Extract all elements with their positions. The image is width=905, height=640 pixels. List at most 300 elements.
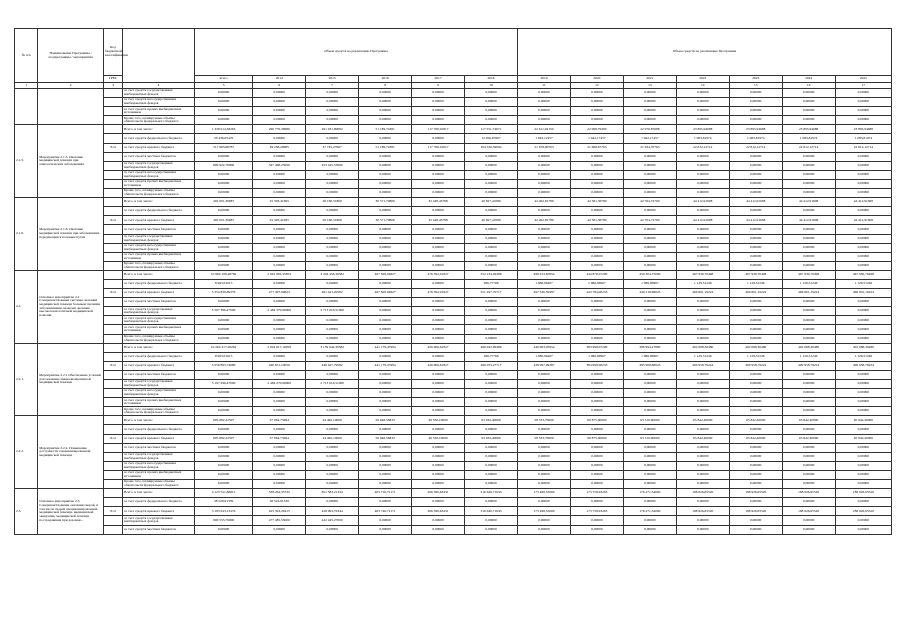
amount-cell: 466 801,19224 bbox=[835, 289, 891, 298]
amount-cell: 20 436,05476 bbox=[195, 134, 253, 143]
amount-cell: 0,00000 bbox=[253, 480, 306, 489]
funding-source: за счет средств краевого бюджета bbox=[123, 143, 195, 152]
amount-cell: 117 706,91817 bbox=[412, 143, 465, 152]
amount-cell: 0,00000 bbox=[570, 179, 623, 188]
measure-name: Мероприятие 2.2.1 Обеспечение условий для оказания специализированной медицинской помощи bbox=[38, 343, 104, 416]
amount-cell: 0,00000 bbox=[729, 389, 782, 398]
amount-cell: 0,00000 bbox=[359, 234, 412, 243]
amount-cell: 0,00000 bbox=[835, 298, 891, 307]
measure-name bbox=[38, 89, 104, 125]
amount-cell: 23 895,94688 bbox=[676, 125, 729, 134]
amount-cell: 497 828,04827 bbox=[359, 289, 412, 298]
amount-cell: 1 083,81974 bbox=[782, 134, 835, 143]
amount-cell: 173 498,55000 bbox=[518, 489, 571, 498]
amount-cell: 0,00000 bbox=[464, 116, 517, 125]
amount-cell: 0,00000 bbox=[835, 398, 891, 407]
amount-cell: 2 713 016,51000 bbox=[306, 380, 359, 389]
amount-cell: 0,00000 bbox=[464, 107, 517, 116]
amount-cell: 0,00000 bbox=[729, 334, 782, 343]
amount-cell: 0,00000 bbox=[729, 225, 782, 234]
amount-cell: 0,00000 bbox=[412, 389, 465, 398]
amount-cell: 63 032,40000 bbox=[464, 434, 517, 443]
amount-cell: 0,00000 bbox=[195, 189, 253, 198]
amount-cell: 0,00000 bbox=[623, 407, 676, 416]
amount-cell: 0,00000 bbox=[729, 380, 782, 389]
amount-cell: 44 412,91608 bbox=[729, 216, 782, 225]
amount-cell: 0,00000 bbox=[835, 425, 891, 434]
amount-cell: 0,00000 bbox=[676, 407, 729, 416]
funding-source: за счет средств государственных внебюджетных фондов bbox=[123, 452, 195, 461]
amount-cell: 0,00000 bbox=[464, 470, 517, 479]
amount-cell: 0,00000 bbox=[623, 398, 676, 407]
amount-cell: 176 271,34000 bbox=[623, 507, 676, 516]
funding-source: за счет средств местных бюджетов bbox=[123, 152, 195, 161]
funding-source: Кроме того, планируемые объемы обязательств федерального бюджета bbox=[123, 334, 195, 343]
amount-cell: 0,00000 bbox=[570, 389, 623, 398]
funding-source: за счет средств местных бюджетов bbox=[123, 525, 195, 534]
amount-cell: 1 042,12457 bbox=[518, 134, 571, 143]
row-number bbox=[15, 89, 38, 125]
amount-cell: 0,00000 bbox=[253, 525, 306, 534]
amount-cell: 0,00000 bbox=[253, 316, 306, 325]
amount-cell: 32 448,43788 bbox=[412, 216, 465, 225]
amount-cell: 0,00000 bbox=[729, 498, 782, 507]
amount-cell: 0,00000 bbox=[359, 161, 412, 170]
amount-cell: 0,00000 bbox=[729, 89, 782, 98]
amount-cell: 0,00000 bbox=[306, 152, 359, 161]
amount-cell: 0,00000 bbox=[412, 107, 465, 116]
amount-cell: 0,00000 bbox=[359, 107, 412, 116]
amount-cell: 0,00000 bbox=[253, 470, 306, 479]
amount-cell: 0,00000 bbox=[464, 480, 517, 489]
amount-cell: 0,00000 bbox=[518, 189, 571, 198]
amount-cell: 0,00000 bbox=[464, 243, 517, 252]
amount-cell: 0,00000 bbox=[676, 261, 729, 270]
amount-cell: 0,00000 bbox=[306, 234, 359, 243]
amount-cell: 0,00000 bbox=[570, 380, 623, 389]
amount-cell: 173 498,55000 bbox=[518, 507, 571, 516]
amount-cell: 0,00000 bbox=[359, 389, 412, 398]
amount-cell: 440 651,10059 bbox=[253, 361, 306, 370]
amount-cell: 0,00000 bbox=[464, 516, 517, 525]
amount-cell: 38 520,91339 bbox=[195, 498, 253, 507]
amount-cell: 0,00000 bbox=[306, 407, 359, 416]
amount-cell: 63 310,00000 bbox=[623, 434, 676, 443]
amount-cell: 386 994,27800 bbox=[623, 343, 676, 352]
amount-cell: 0,00000 bbox=[782, 261, 835, 270]
amount-cell: 0,00000 bbox=[729, 152, 782, 161]
amount-cell: 176 271,34000 bbox=[623, 489, 676, 498]
amount-cell: 0,00000 bbox=[412, 316, 465, 325]
table-row bbox=[15, 252, 892, 261]
amount-cell: 0,00000 bbox=[359, 352, 412, 361]
amount-cell: 0,00000 bbox=[623, 152, 676, 161]
amount-cell: 0,00000 bbox=[412, 352, 465, 361]
amount-cell: 0,00000 bbox=[570, 189, 623, 198]
row-number: 2.2.2. bbox=[15, 416, 38, 489]
year-header: 2017 bbox=[412, 76, 465, 83]
amount-cell: 0,00000 bbox=[253, 452, 306, 461]
amount-cell: 0,00000 bbox=[412, 234, 465, 243]
amount-cell: 0,00000 bbox=[306, 225, 359, 234]
amount-cell: 0,00000 bbox=[782, 370, 835, 379]
kbk-cell bbox=[103, 470, 122, 479]
amount-cell: 0,00000 bbox=[464, 261, 517, 270]
amount-cell: 0,00000 bbox=[464, 170, 517, 179]
year-header: 2025 bbox=[835, 76, 891, 83]
amount-cell: 188 926,65520 bbox=[782, 489, 835, 498]
amount-cell: 0,00000 bbox=[570, 452, 623, 461]
table-row bbox=[15, 216, 892, 225]
kbk-cell bbox=[103, 207, 122, 216]
kbk-cell bbox=[103, 107, 122, 116]
amount-cell: 426 606,61827 bbox=[412, 361, 465, 370]
amount-cell: 385 908,68023 bbox=[623, 361, 676, 370]
amount-cell: 0,00000 bbox=[729, 325, 782, 334]
amount-cell: 449 218,68023 bbox=[623, 289, 676, 298]
amount-cell: 0,00000 bbox=[195, 334, 253, 343]
amount-cell: 467 930,70498 bbox=[729, 270, 782, 279]
amount-cell: 0,00000 bbox=[306, 134, 359, 143]
amount-cell: 1 086,06467 bbox=[518, 352, 571, 361]
kbk-cell: 814 bbox=[103, 361, 122, 370]
amount-cell: 0,00000 bbox=[464, 234, 517, 243]
amount-cell: 0,00000 bbox=[729, 525, 782, 534]
amount-cell: 0,00000 bbox=[835, 443, 891, 452]
amount-cell: 403 746,72171 bbox=[359, 507, 412, 516]
amount-cell: 0,00000 bbox=[782, 243, 835, 252]
table-row bbox=[15, 316, 892, 325]
amount-cell: 5 059 893,74680 bbox=[195, 361, 253, 370]
amount-cell: 0,00000 bbox=[570, 89, 623, 98]
amount-cell: 0,00000 bbox=[518, 107, 571, 116]
amount-cell: 0,00000 bbox=[518, 116, 571, 125]
amount-cell: 42 462,81780 bbox=[518, 198, 571, 207]
amount-cell: 0,00000 bbox=[623, 98, 676, 107]
amount-cell: 0,00000 bbox=[782, 389, 835, 398]
table-row bbox=[15, 107, 892, 116]
amount-cell: 188 926,65520 bbox=[676, 507, 729, 516]
amount-cell: 0,00000 bbox=[570, 443, 623, 452]
amount-cell: 402 088,30480 bbox=[729, 343, 782, 352]
funding-source: Кроме того, планируемые объемы обязательств федерального бюджета bbox=[123, 407, 195, 416]
amount-cell: 0,00000 bbox=[835, 325, 891, 334]
amount-cell: 0,00000 bbox=[835, 189, 891, 198]
amount-cell: 477 397,99823 bbox=[253, 289, 306, 298]
amount-cell: 0,00000 bbox=[464, 152, 517, 161]
amount-cell: 0,00000 bbox=[676, 107, 729, 116]
amount-cell: 0,00000 bbox=[464, 461, 517, 470]
amount-cell: 0,00000 bbox=[518, 89, 571, 98]
funding-source: за счет средств прочих внебюджетных источников bbox=[123, 179, 195, 188]
column-index: 9 bbox=[412, 83, 465, 89]
amount-cell: 0,00000 bbox=[253, 298, 306, 307]
funding-source: за счет средств негосударственных внебюджетных фондов bbox=[123, 243, 195, 252]
amount-cell: 0,00000 bbox=[623, 252, 676, 261]
amount-cell: 467 930,70498 bbox=[782, 270, 835, 279]
amount-cell: 117 706,91817 bbox=[412, 125, 465, 134]
amount-cell: 0,00000 bbox=[570, 461, 623, 470]
amount-cell: 422 445,27000 bbox=[306, 516, 359, 525]
amount-cell: 497 828,04827 bbox=[359, 270, 412, 279]
table-row bbox=[15, 507, 892, 516]
amount-cell: 188 926,65520 bbox=[782, 507, 835, 516]
amount-cell: 0,00000 bbox=[676, 307, 729, 316]
amount-cell: 0,00000 bbox=[676, 207, 729, 216]
amount-cell: 0,00000 bbox=[518, 334, 571, 343]
amount-cell: 0,00000 bbox=[412, 279, 465, 288]
funding-source: за счет средств прочих внебюджетных источников bbox=[123, 252, 195, 261]
table-row bbox=[15, 416, 892, 425]
amount-cell: 0,00000 bbox=[623, 425, 676, 434]
amount-cell: 23 895,94688 bbox=[782, 125, 835, 134]
funding-source: за счет средств прочих внебюджетных источников bbox=[123, 107, 195, 116]
column-index: 2 bbox=[38, 83, 104, 89]
amount-cell: 466 801,19224 bbox=[729, 289, 782, 298]
amount-cell: 0,00000 bbox=[253, 425, 306, 434]
amount-cell: 0,00000 bbox=[464, 307, 517, 316]
amount-cell: 0,00000 bbox=[412, 225, 465, 234]
amount-cell: 0,00000 bbox=[782, 116, 835, 125]
amount-cell: 0,00000 bbox=[518, 470, 571, 479]
amount-cell: 0,00000 bbox=[782, 89, 835, 98]
amount-cell: 0,00000 bbox=[782, 179, 835, 188]
amount-cell: 0,00000 bbox=[306, 325, 359, 334]
amount-cell: 0,00000 bbox=[464, 316, 517, 325]
amount-cell: 22 812,12714 bbox=[782, 143, 835, 152]
amount-cell: 0,00000 bbox=[570, 107, 623, 116]
kbk-cell bbox=[103, 443, 122, 452]
amount-cell: 0,00000 bbox=[676, 316, 729, 325]
amount-cell: 58 533,70000 bbox=[518, 434, 571, 443]
amount-cell: 1 129,51246 bbox=[729, 279, 782, 288]
amount-cell: 0,00000 bbox=[195, 398, 253, 407]
amount-cell: 0,00000 bbox=[729, 516, 782, 525]
amount-cell: 0,00000 bbox=[359, 243, 412, 252]
amount-cell: 44 412,91608 bbox=[676, 216, 729, 225]
table-row bbox=[15, 89, 892, 98]
amount-cell: 0,00000 bbox=[195, 225, 253, 234]
kbk-cell bbox=[103, 270, 122, 279]
amount-cell: 0,00000 bbox=[195, 116, 253, 125]
amount-cell: 0,00000 bbox=[412, 525, 465, 534]
amount-cell: 0,00000 bbox=[412, 116, 465, 125]
amount-cell: 0,00000 bbox=[782, 307, 835, 316]
amount-cell: 1 042,17457 bbox=[623, 134, 676, 143]
amount-cell: 22 812,12714 bbox=[729, 143, 782, 152]
amount-cell: 0,00000 bbox=[570, 325, 623, 334]
amount-cell: 0,00000 bbox=[782, 380, 835, 389]
amount-cell: 0,00000 bbox=[359, 370, 412, 379]
amount-cell: 0,00000 bbox=[782, 452, 835, 461]
amount-cell: 0,00000 bbox=[412, 252, 465, 261]
amount-cell: 44 412,91608 bbox=[676, 198, 729, 207]
amount-cell: 2 713 016,51000 bbox=[306, 307, 359, 316]
amount-cell: 0,00000 bbox=[782, 334, 835, 343]
col-source-header bbox=[123, 29, 195, 83]
amount-cell: 0,00000 bbox=[359, 452, 412, 461]
amount-cell: 428 093,70344 bbox=[306, 507, 359, 516]
amount-cell: 0,00000 bbox=[676, 179, 729, 188]
column-index: 13 bbox=[623, 83, 676, 89]
amount-cell: 0,00000 bbox=[359, 498, 412, 507]
amount-cell: 0,00000 bbox=[729, 98, 782, 107]
amount-cell: 0,00000 bbox=[835, 261, 891, 270]
amount-cell: 0,00000 bbox=[359, 398, 412, 407]
amount-cell: 491 931,80082 bbox=[306, 125, 359, 134]
amount-cell: 0,00000 bbox=[623, 325, 676, 334]
amount-cell: 44 412,91608 bbox=[835, 198, 891, 207]
amount-cell: 0,00000 bbox=[518, 316, 571, 325]
year-header: 2016 bbox=[359, 76, 412, 83]
funding-source: Кроме того, планируемые объемы обязательств федерального бюджета bbox=[123, 480, 195, 489]
amount-cell: 0,00000 bbox=[570, 234, 623, 243]
year-header: 2024 bbox=[782, 76, 835, 83]
year-header: 2019 bbox=[518, 76, 571, 83]
amount-cell: 0,00000 bbox=[195, 525, 253, 534]
amount-cell: 0,00000 bbox=[195, 234, 253, 243]
funding-source: за счет средств прочих внебюджетных источников bbox=[123, 398, 195, 407]
amount-cell: 286,77768 bbox=[464, 279, 517, 288]
table-row bbox=[15, 225, 892, 234]
measure-name: Мероприятие 2.2.2. Повышение доступности специализированной медицинской помощи bbox=[38, 416, 104, 489]
amount-cell: 22 812,12714 bbox=[835, 143, 891, 152]
amount-cell: 0,00000 bbox=[518, 443, 571, 452]
amount-cell: 476 392,91827 bbox=[412, 289, 465, 298]
kbk-cell: 814 bbox=[103, 434, 122, 443]
amount-cell: 0,00000 bbox=[676, 161, 729, 170]
amount-cell: 0,00000 bbox=[623, 89, 676, 98]
amount-cell: 0,00000 bbox=[253, 107, 306, 116]
table-body bbox=[15, 89, 892, 535]
column-index: 1 bbox=[15, 83, 38, 89]
amount-cell: 0,00000 bbox=[464, 389, 517, 398]
amount-cell: 0,00000 bbox=[623, 189, 676, 198]
table-row bbox=[15, 198, 892, 207]
amount-cell: 0,00000 bbox=[570, 498, 623, 507]
amount-cell: 1 129,51246 bbox=[729, 352, 782, 361]
amount-cell: 0,00000 bbox=[518, 225, 571, 234]
amount-cell: 0,00000 bbox=[359, 134, 412, 143]
amount-cell: 0,00000 bbox=[676, 116, 729, 125]
kbk-cell bbox=[103, 125, 122, 134]
kbk-cell bbox=[103, 179, 122, 188]
kbk-cell bbox=[103, 152, 122, 161]
amount-cell: 65 842,40000 bbox=[835, 434, 891, 443]
funding-source: за счет средств государственных внебюджетных фондов bbox=[123, 234, 195, 243]
amount-cell: 0,00000 bbox=[464, 334, 517, 343]
amount-cell: 188 926,65520 bbox=[835, 489, 891, 498]
amount-cell: 0,00000 bbox=[253, 134, 306, 143]
amount-cell: 0,00000 bbox=[464, 179, 517, 188]
amount-cell: 0,00000 bbox=[359, 261, 412, 270]
amount-cell: 0,00000 bbox=[518, 98, 571, 107]
amount-cell: 51 189,74381 bbox=[359, 125, 412, 134]
amount-cell: 60 875,00000 bbox=[570, 416, 623, 425]
amount-cell: 441 179,47994 bbox=[359, 343, 412, 352]
amount-cell: 0,00000 bbox=[195, 325, 253, 334]
amount-cell: 40 827,41086 bbox=[464, 216, 517, 225]
amount-cell: 0,00000 bbox=[729, 243, 782, 252]
kbk-cell bbox=[103, 325, 122, 334]
amount-cell: 25 303,41695 bbox=[253, 198, 306, 207]
amount-cell: 0,00000 bbox=[518, 207, 571, 216]
funding-source: Кроме того, планируемые объемы обязательств федерального бюджета bbox=[123, 116, 195, 125]
amount-cell: 0,00000 bbox=[195, 179, 253, 188]
funding-source: за счет средств негосударственных внебюджетных фондов bbox=[123, 170, 195, 179]
amount-cell: 851 583,21344 bbox=[306, 489, 359, 498]
row-number: 2.3. bbox=[15, 489, 38, 534]
table-row bbox=[15, 161, 892, 170]
amount-cell: 28 160,51800 bbox=[306, 216, 359, 225]
amount-cell: 63 032,40000 bbox=[464, 416, 517, 425]
budget-table bbox=[14, 28, 892, 535]
amount-cell: 44 412,91608 bbox=[782, 198, 835, 207]
amount-cell: 65 842,40000 bbox=[729, 416, 782, 425]
amount-cell: 476 392,91827 bbox=[412, 270, 465, 279]
amount-cell: 0,00000 bbox=[359, 298, 412, 307]
amount-cell: 0,00000 bbox=[359, 170, 412, 179]
amount-cell: 0,00000 bbox=[359, 179, 412, 188]
amount-cell: 266 390,63431 bbox=[412, 507, 465, 516]
table-row bbox=[15, 325, 892, 334]
amount-cell: 0,00000 bbox=[464, 498, 517, 507]
amount-cell: 30 571,70800 bbox=[359, 216, 412, 225]
amount-cell: 1 339 014,58263 bbox=[195, 125, 253, 134]
amount-cell: 0,00000 bbox=[464, 161, 517, 170]
column-index: 8 bbox=[359, 83, 412, 89]
amount-cell: 1 129,51246 bbox=[782, 279, 835, 288]
amount-cell: 0,00000 bbox=[835, 225, 891, 234]
group-header-2: Объем средств на реализацию Программы bbox=[518, 29, 892, 76]
amount-cell: 188 826,65520 bbox=[676, 489, 729, 498]
amount-cell: 0,00000 bbox=[412, 370, 465, 379]
amount-cell: 0,00000 bbox=[195, 461, 253, 470]
amount-cell: 402 001,36687 bbox=[195, 198, 253, 207]
funding-source: за счет средств федерального бюджета bbox=[123, 134, 195, 143]
amount-cell: 0,00000 bbox=[570, 152, 623, 161]
kbk-cell bbox=[103, 452, 122, 461]
amount-cell: 403 716,72171 bbox=[359, 489, 412, 498]
amount-cell: 0,00000 bbox=[412, 334, 465, 343]
measure-name: Мероприятие 2.1.6. Оказание медицинской помощи при заболеваниях, передающихся половым путем bbox=[38, 198, 104, 271]
amount-cell: 347 468,23000 bbox=[253, 161, 306, 170]
amount-cell: 0,00000 bbox=[835, 207, 891, 216]
amount-cell: 0,00000 bbox=[729, 252, 782, 261]
amount-cell: 0,00000 bbox=[306, 470, 359, 479]
amount-cell: 0,00000 bbox=[729, 425, 782, 434]
amount-cell: 65 842,40000 bbox=[782, 416, 835, 425]
kbk-cell bbox=[103, 279, 122, 288]
amount-cell: 0,00000 bbox=[518, 261, 571, 270]
amount-cell: 0,00000 bbox=[253, 170, 306, 179]
amount-cell: 188 926,65520 bbox=[729, 507, 782, 516]
amount-cell: 0,00000 bbox=[623, 461, 676, 470]
amount-cell: 0,00000 bbox=[306, 352, 359, 361]
amount-cell: 0,00000 bbox=[359, 279, 412, 288]
funding-source: за счет средств государственных внебюджетных фондов bbox=[123, 516, 195, 525]
year-header: всего bbox=[195, 76, 253, 83]
amount-cell: 0,00000 bbox=[570, 261, 623, 270]
amount-cell: 467 930,70498 bbox=[676, 270, 729, 279]
amount-cell: 0,00000 bbox=[195, 243, 253, 252]
amount-cell: 0,00000 bbox=[253, 243, 306, 252]
amount-cell: 56 648,56833 bbox=[359, 416, 412, 425]
year-header: 2015 bbox=[306, 76, 359, 83]
kbk-cell bbox=[103, 161, 122, 170]
kbk-cell bbox=[103, 307, 122, 316]
amount-cell: 65 842,40000 bbox=[676, 434, 729, 443]
